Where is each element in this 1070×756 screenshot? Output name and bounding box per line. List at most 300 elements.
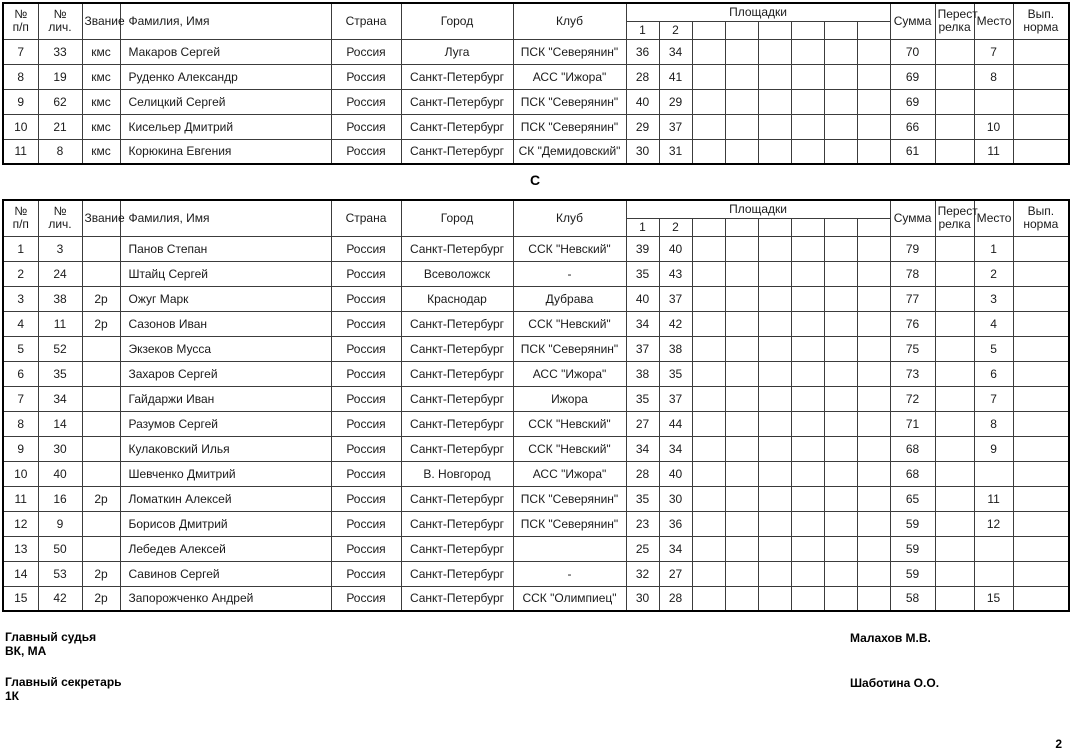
col-header-ground-empty xyxy=(758,218,791,236)
cell-rank xyxy=(82,411,120,436)
cell-ground-empty xyxy=(824,286,857,311)
cell-ground-empty xyxy=(692,236,725,261)
col-header-ground-empty xyxy=(791,218,824,236)
cell-ground-empty xyxy=(824,386,857,411)
cell-sum: 59 xyxy=(890,561,935,586)
cell-personal-number: 16 xyxy=(38,486,82,511)
cell-sum: 68 xyxy=(890,436,935,461)
cell-shootoff xyxy=(935,89,974,114)
cell-shootoff xyxy=(935,261,974,286)
cell-country: Россия xyxy=(331,39,401,64)
cell-ground-empty xyxy=(758,89,791,114)
judge-signature-block xyxy=(5,630,96,658)
cell-shootoff xyxy=(935,114,974,139)
cell-country: Россия xyxy=(331,461,401,486)
cell-club: ССК "Невский" xyxy=(513,411,626,436)
cell-ground-2: 40 xyxy=(659,236,692,261)
cell-rank: кмс xyxy=(82,64,120,89)
cell-city: Санкт-Петербург xyxy=(401,236,513,261)
cell-row-number: 9 xyxy=(3,89,38,114)
col-header-ground-empty xyxy=(824,21,857,39)
col-header-ground-empty xyxy=(791,21,824,39)
cell-row-number: 1 xyxy=(3,236,38,261)
cell-rank xyxy=(82,361,120,386)
col-header-country: Страна xyxy=(331,200,401,236)
cell-personal-number: 33 xyxy=(38,39,82,64)
col-header-shootoff: Перест релка xyxy=(935,3,974,39)
cell-ground-2: 37 xyxy=(659,286,692,311)
cell-rank: кмс xyxy=(82,89,120,114)
cell-city: Санкт-Петербург xyxy=(401,586,513,611)
cell-ground-empty xyxy=(824,511,857,536)
cell-sum: 69 xyxy=(890,89,935,114)
col-header-ground-empty xyxy=(692,218,725,236)
cell-shootoff xyxy=(935,536,974,561)
cell-norm xyxy=(1013,114,1069,139)
cell-rank xyxy=(82,336,120,361)
table-row xyxy=(3,139,1069,164)
cell-ground-empty xyxy=(725,336,758,361)
cell-ground-empty xyxy=(692,511,725,536)
cell-place: 8 xyxy=(974,64,1013,89)
cell-place: 6 xyxy=(974,361,1013,386)
cell-name: Кулаковский Илья xyxy=(120,436,331,461)
cell-shootoff xyxy=(935,361,974,386)
cell-country: Россия xyxy=(331,511,401,536)
cell-place: 11 xyxy=(974,139,1013,164)
col-header-shootoff: Перест релка xyxy=(935,200,974,236)
judge-title: Главный судья xyxy=(5,630,97,644)
col-header-sum: Сумма xyxy=(890,3,935,39)
cell-ground-1: 35 xyxy=(626,386,659,411)
cell-ground-empty xyxy=(692,286,725,311)
cell-personal-number: 50 xyxy=(38,536,82,561)
cell-club: ПСК "Северянин" xyxy=(513,511,626,536)
cell-ground-empty xyxy=(725,486,758,511)
cell-rank xyxy=(82,261,120,286)
cell-club: ПСК "Северянин" xyxy=(513,336,626,361)
cell-ground-1: 27 xyxy=(626,411,659,436)
cell-ground-empty xyxy=(758,336,791,361)
cell-club: АСС "Ижора" xyxy=(513,361,626,386)
cell-sum: 71 xyxy=(890,411,935,436)
cell-personal-number: 62 xyxy=(38,89,82,114)
cell-norm xyxy=(1013,64,1069,89)
cell-ground-empty xyxy=(857,236,890,261)
cell-ground-2: 29 xyxy=(659,89,692,114)
cell-ground-2: 28 xyxy=(659,586,692,611)
col-header-place: Место xyxy=(974,3,1013,39)
cell-row-number: 8 xyxy=(3,411,38,436)
cell-rank: кмс xyxy=(82,39,120,64)
cell-club: АСС "Ижора" xyxy=(513,461,626,486)
cell-ground-empty xyxy=(824,411,857,436)
cell-ground-empty xyxy=(692,336,725,361)
cell-ground-empty xyxy=(725,461,758,486)
cell-shootoff xyxy=(935,586,974,611)
cell-city: Санкт-Петербург xyxy=(401,361,513,386)
cell-ground-empty xyxy=(725,561,758,586)
cell-ground-empty xyxy=(758,411,791,436)
cell-name: Шевченко Дмитрий xyxy=(120,461,331,486)
cell-sum: 58 xyxy=(890,586,935,611)
cell-ground-empty xyxy=(758,511,791,536)
secretary-rank: 1К xyxy=(5,689,19,703)
cell-personal-number: 9 xyxy=(38,511,82,536)
table-row xyxy=(3,311,1069,336)
cell-shootoff xyxy=(935,486,974,511)
cell-shootoff xyxy=(935,64,974,89)
cell-ground-empty xyxy=(692,139,725,164)
cell-norm xyxy=(1013,586,1069,611)
cell-ground-2: 44 xyxy=(659,411,692,436)
cell-place: 10 xyxy=(974,114,1013,139)
cell-row-number: 5 xyxy=(3,336,38,361)
table-row xyxy=(3,64,1069,89)
results-table-top xyxy=(2,2,1070,165)
cell-ground-empty xyxy=(758,311,791,336)
cell-ground-empty xyxy=(758,536,791,561)
cell-ground-empty xyxy=(692,586,725,611)
cell-ground-empty xyxy=(692,89,725,114)
cell-ground-empty xyxy=(824,361,857,386)
cell-country: Россия xyxy=(331,89,401,114)
cell-place: 8 xyxy=(974,411,1013,436)
cell-row-number: 14 xyxy=(3,561,38,586)
cell-place: 5 xyxy=(974,336,1013,361)
cell-ground-empty xyxy=(824,436,857,461)
cell-ground-empty xyxy=(791,461,824,486)
cell-sum: 78 xyxy=(890,261,935,286)
cell-ground-empty xyxy=(758,236,791,261)
col-header-ground-empty xyxy=(725,218,758,236)
cell-row-number: 12 xyxy=(3,511,38,536)
cell-shootoff xyxy=(935,436,974,461)
cell-ground-empty xyxy=(725,436,758,461)
col-header-grounds: Площадки xyxy=(626,3,890,21)
cell-ground-empty xyxy=(857,64,890,89)
cell-ground-empty xyxy=(857,114,890,139)
cell-ground-empty xyxy=(791,536,824,561)
cell-ground-empty xyxy=(758,361,791,386)
cell-sum: 66 xyxy=(890,114,935,139)
cell-norm xyxy=(1013,236,1069,261)
col-header-place: Место xyxy=(974,200,1013,236)
cell-norm xyxy=(1013,536,1069,561)
cell-ground-empty xyxy=(725,411,758,436)
col-header-row-number: № п/п xyxy=(3,3,38,39)
col-header-grounds: Площадки xyxy=(626,200,890,218)
cell-ground-empty xyxy=(758,561,791,586)
cell-rank xyxy=(82,536,120,561)
cell-ground-empty xyxy=(824,139,857,164)
cell-city: Краснодар xyxy=(401,286,513,311)
cell-name: Макаров Сергей xyxy=(120,39,331,64)
cell-ground-empty xyxy=(824,114,857,139)
cell-ground-empty xyxy=(857,139,890,164)
cell-ground-1: 32 xyxy=(626,561,659,586)
table-row xyxy=(3,286,1069,311)
cell-norm xyxy=(1013,511,1069,536)
cell-city: Всеволожск xyxy=(401,261,513,286)
cell-ground-empty xyxy=(791,261,824,286)
cell-city: Санкт-Петербург xyxy=(401,511,513,536)
cell-row-number: 9 xyxy=(3,436,38,461)
cell-row-number: 7 xyxy=(3,386,38,411)
cell-ground-empty xyxy=(857,461,890,486)
cell-ground-empty xyxy=(824,486,857,511)
cell-ground-1: 38 xyxy=(626,361,659,386)
col-header-personal-number: № лич. xyxy=(38,200,82,236)
cell-ground-empty xyxy=(758,286,791,311)
cell-personal-number: 38 xyxy=(38,286,82,311)
cell-ground-empty xyxy=(791,561,824,586)
cell-ground-empty xyxy=(758,114,791,139)
cell-ground-1: 30 xyxy=(626,139,659,164)
cell-place: 12 xyxy=(974,511,1013,536)
cell-ground-empty xyxy=(857,286,890,311)
cell-ground-empty xyxy=(791,286,824,311)
cell-club: - xyxy=(513,261,626,286)
cell-ground-2: 37 xyxy=(659,386,692,411)
cell-ground-1: 36 xyxy=(626,39,659,64)
cell-ground-2: 43 xyxy=(659,261,692,286)
table-row xyxy=(3,336,1069,361)
secretary-name: Шаботина О.О. xyxy=(850,676,940,690)
table-body xyxy=(3,236,1069,611)
cell-ground-empty xyxy=(857,39,890,64)
cell-ground-2: 36 xyxy=(659,511,692,536)
cell-ground-2: 31 xyxy=(659,139,692,164)
col-header-club: Клуб xyxy=(513,3,626,39)
cell-ground-2: 40 xyxy=(659,461,692,486)
cell-club: - xyxy=(513,561,626,586)
cell-row-number: 6 xyxy=(3,361,38,386)
cell-ground-1: 35 xyxy=(626,261,659,286)
cell-norm xyxy=(1013,386,1069,411)
cell-ground-empty xyxy=(758,261,791,286)
cell-city: Санкт-Петербург xyxy=(401,536,513,561)
cell-ground-1: 28 xyxy=(626,461,659,486)
cell-club: СК "Демидовский" xyxy=(513,139,626,164)
col-header-ground-1: 1 xyxy=(626,218,659,236)
table-row xyxy=(3,586,1069,611)
cell-ground-1: 34 xyxy=(626,436,659,461)
cell-ground-empty xyxy=(824,39,857,64)
cell-club: Дубрава xyxy=(513,286,626,311)
cell-name: Руденко Александр xyxy=(120,64,331,89)
cell-city: В. Новгород xyxy=(401,461,513,486)
cell-rank: кмс xyxy=(82,114,120,139)
cell-country: Россия xyxy=(331,386,401,411)
cell-place: 15 xyxy=(974,586,1013,611)
cell-row-number: 3 xyxy=(3,286,38,311)
col-header-ground-empty xyxy=(692,21,725,39)
cell-ground-empty xyxy=(857,411,890,436)
cell-ground-empty xyxy=(758,64,791,89)
cell-personal-number: 53 xyxy=(38,561,82,586)
cell-city: Санкт-Петербург xyxy=(401,486,513,511)
cell-norm xyxy=(1013,561,1069,586)
cell-country: Россия xyxy=(331,561,401,586)
col-header-row-number: № п/п xyxy=(3,200,38,236)
cell-ground-empty xyxy=(791,114,824,139)
cell-ground-empty xyxy=(791,39,824,64)
cell-norm xyxy=(1013,286,1069,311)
cell-ground-empty xyxy=(824,536,857,561)
cell-ground-empty xyxy=(791,436,824,461)
cell-name: Гайдаржи Иван xyxy=(120,386,331,411)
cell-name: Панов Степан xyxy=(120,236,331,261)
cell-row-number: 11 xyxy=(3,139,38,164)
col-header-norm: Вып. норма xyxy=(1013,3,1069,39)
cell-personal-number: 24 xyxy=(38,261,82,286)
cell-shootoff xyxy=(935,39,974,64)
cell-ground-empty xyxy=(758,139,791,164)
cell-shootoff xyxy=(935,386,974,411)
table-row xyxy=(3,486,1069,511)
cell-ground-empty xyxy=(857,586,890,611)
cell-row-number: 11 xyxy=(3,486,38,511)
cell-ground-empty xyxy=(758,39,791,64)
cell-ground-empty xyxy=(725,39,758,64)
col-header-ground-empty xyxy=(857,218,890,236)
cell-name: Савинов Сергей xyxy=(120,561,331,586)
cell-row-number: 2 xyxy=(3,261,38,286)
table-row xyxy=(3,386,1069,411)
cell-ground-empty xyxy=(824,261,857,286)
cell-ground-2: 37 xyxy=(659,114,692,139)
cell-ground-empty xyxy=(857,261,890,286)
cell-ground-1: 35 xyxy=(626,486,659,511)
cell-rank xyxy=(82,461,120,486)
cell-club: Ижора xyxy=(513,386,626,411)
col-header-ground-1: 1 xyxy=(626,21,659,39)
cell-ground-empty xyxy=(692,311,725,336)
cell-ground-empty xyxy=(824,336,857,361)
cell-ground-empty xyxy=(857,486,890,511)
cell-name: Захаров Сергей xyxy=(120,361,331,386)
cell-row-number: 10 xyxy=(3,114,38,139)
cell-ground-empty xyxy=(824,461,857,486)
table-row xyxy=(3,236,1069,261)
cell-ground-empty xyxy=(791,386,824,411)
cell-ground-1: 25 xyxy=(626,536,659,561)
cell-shootoff xyxy=(935,561,974,586)
cell-ground-2: 38 xyxy=(659,336,692,361)
cell-country: Россия xyxy=(331,236,401,261)
cell-personal-number: 30 xyxy=(38,436,82,461)
cell-ground-empty xyxy=(791,236,824,261)
cell-personal-number: 11 xyxy=(38,311,82,336)
cell-ground-empty xyxy=(758,386,791,411)
cell-norm xyxy=(1013,461,1069,486)
cell-ground-empty xyxy=(824,586,857,611)
cell-ground-empty xyxy=(692,261,725,286)
cell-ground-empty xyxy=(725,286,758,311)
cell-club: ПСК "Северянин" xyxy=(513,114,626,139)
cell-shootoff xyxy=(935,461,974,486)
cell-personal-number: 40 xyxy=(38,461,82,486)
cell-shootoff xyxy=(935,511,974,536)
cell-country: Россия xyxy=(331,64,401,89)
cell-ground-empty xyxy=(824,89,857,114)
cell-ground-empty xyxy=(692,114,725,139)
cell-rank: кмс xyxy=(82,139,120,164)
cell-name: Ожуг Марк xyxy=(120,286,331,311)
table-row xyxy=(3,411,1069,436)
table-row xyxy=(3,436,1069,461)
cell-sum: 72 xyxy=(890,386,935,411)
cell-club: ПСК "Северянин" xyxy=(513,89,626,114)
cell-name: Разумов Сергей xyxy=(120,411,331,436)
col-header-city: Город xyxy=(401,3,513,39)
cell-sum: 69 xyxy=(890,64,935,89)
cell-ground-2: 34 xyxy=(659,536,692,561)
cell-ground-empty xyxy=(857,361,890,386)
cell-norm xyxy=(1013,436,1069,461)
cell-name: Корюкина Евгения xyxy=(120,139,331,164)
cell-ground-empty xyxy=(692,64,725,89)
cell-ground-empty xyxy=(758,486,791,511)
table-body xyxy=(3,39,1069,164)
cell-name: Кисельер Дмитрий xyxy=(120,114,331,139)
cell-name: Ломаткин Алексей xyxy=(120,486,331,511)
cell-sum: 76 xyxy=(890,311,935,336)
cell-norm xyxy=(1013,411,1069,436)
cell-sum: 79 xyxy=(890,236,935,261)
cell-country: Россия xyxy=(331,586,401,611)
cell-rank: 2р xyxy=(82,486,120,511)
cell-ground-1: 40 xyxy=(626,286,659,311)
cell-country: Россия xyxy=(331,286,401,311)
col-header-name: Фамилия, Имя xyxy=(120,200,331,236)
cell-city: Санкт-Петербург xyxy=(401,89,513,114)
cell-ground-1: 29 xyxy=(626,114,659,139)
cell-country: Россия xyxy=(331,436,401,461)
cell-rank xyxy=(82,436,120,461)
col-header-ground-2: 2 xyxy=(659,218,692,236)
cell-ground-1: 23 xyxy=(626,511,659,536)
cell-country: Россия xyxy=(331,336,401,361)
cell-ground-1: 30 xyxy=(626,586,659,611)
col-header-personal-number: № лич. xyxy=(38,3,82,39)
cell-rank: 2р xyxy=(82,561,120,586)
cell-ground-empty xyxy=(857,386,890,411)
cell-name: Борисов Дмитрий xyxy=(120,511,331,536)
cell-place: 7 xyxy=(974,386,1013,411)
cell-shootoff xyxy=(935,336,974,361)
cell-ground-empty xyxy=(692,561,725,586)
cell-city: Санкт-Петербург xyxy=(401,139,513,164)
cell-rank: 2р xyxy=(82,311,120,336)
cell-personal-number: 3 xyxy=(38,236,82,261)
cell-norm xyxy=(1013,89,1069,114)
cell-city: Санкт-Петербург xyxy=(401,114,513,139)
col-header-ground-2: 2 xyxy=(659,21,692,39)
cell-ground-empty xyxy=(692,39,725,64)
cell-personal-number: 42 xyxy=(38,586,82,611)
col-header-rank: Звание xyxy=(82,200,120,236)
table-row xyxy=(3,39,1069,64)
col-header-club: Клуб xyxy=(513,200,626,236)
cell-ground-empty xyxy=(791,486,824,511)
cell-name: Запорожченко Андрей xyxy=(120,586,331,611)
cell-shootoff xyxy=(935,139,974,164)
page-number: 2 xyxy=(1055,737,1062,751)
cell-country: Россия xyxy=(331,311,401,336)
cell-ground-empty xyxy=(791,511,824,536)
